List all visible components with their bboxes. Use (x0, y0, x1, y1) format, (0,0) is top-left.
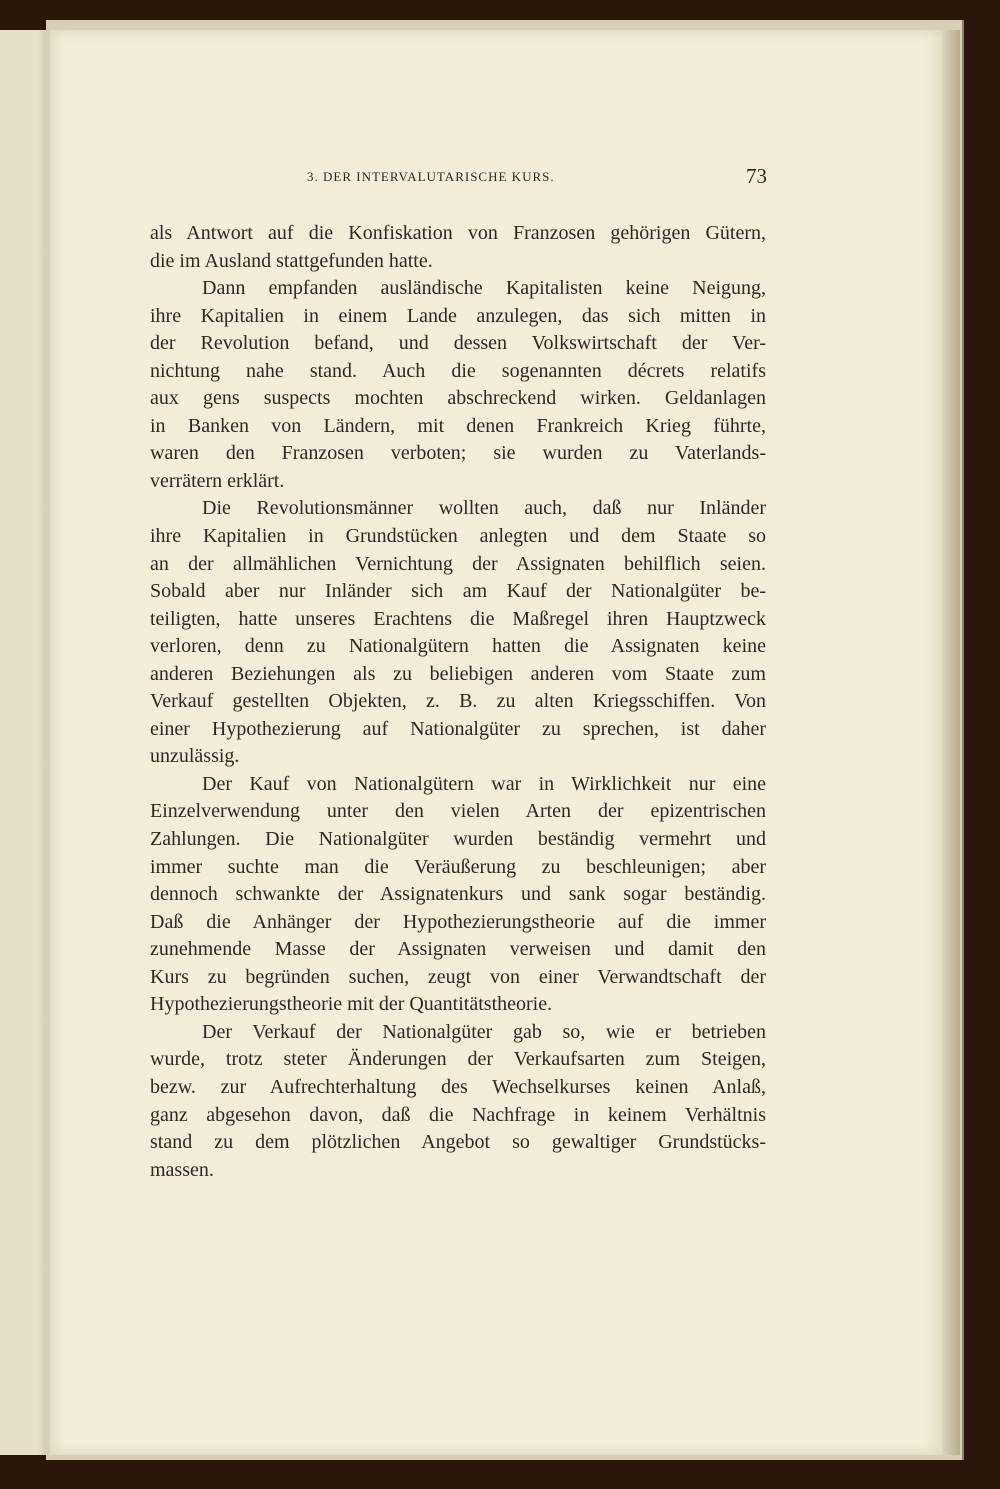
text-line: Zahlungen. Die Nationalgüter wurden beständig vermehrt und (150, 828, 766, 851)
text-line: an der allmählichen Vernichtung der Assignaten behilflich seien. (150, 552, 766, 575)
page-edge (942, 30, 960, 1455)
text-line: Der Verkauf der Nationalgüter gab so, wie er betrieben (202, 1020, 766, 1043)
text-line: ihre Kapitalien in Grundstücken anlegten und dem Staate so (150, 525, 766, 548)
text-line: Hypothezierungstheorie mit der Quantitätstheorie. (150, 993, 553, 1016)
text-line: stand zu dem plötzlichen Angebot so gewaltiger Grundstücks- (150, 1131, 766, 1154)
text-line: Die Revolutionsmänner wollten auch, daß nur Inländer (202, 497, 766, 520)
text-line: ganz abgesehon davon, daß die Nachfrage in keinem Verhältnis (150, 1103, 766, 1126)
text-line: bezw. zur Aufrechterhaltung des Wechselkurses keinen Anlaß, (150, 1075, 766, 1098)
text-line: zunehmende Masse der Assignaten verweisen und damit den (150, 938, 766, 961)
text-line: in Banken von Ländern, mit denen Frankreich Krieg führte, (150, 414, 766, 437)
text-line: waren den Franzosen verboten; sie wurden zu Vaterlands- (150, 442, 766, 465)
chapter-title: 3. DER INTERVALUTARISCHE KURS. (307, 169, 555, 184)
text-line: teiligten, hatte unseres Erachtens die Maßregel ihren Hauptzweck (150, 607, 766, 630)
text-line: Daß die Anhänger der Hypothezierungstheorie auf die immer (150, 910, 766, 933)
text-line: Dann empfanden ausländische Kapitalisten keine Neigung, (202, 277, 766, 300)
text-line: einer Hypothezierung auf Nationalgüter zu sprechen, ist daher (150, 717, 766, 740)
text-line: ihre Kapitalien in einem Lande anzulegen, das sich mitten in (150, 304, 766, 327)
text-line: Einzelverwendung unter den vielen Arten der epizentrischen (150, 800, 766, 823)
text-line: unzulässig. (150, 745, 240, 768)
text-line: verloren, denn zu Nationalgütern hatten die Assignaten keine (150, 635, 766, 658)
text-line: Der Kauf von Nationalgütern war in Wirklichkeit nur eine (202, 772, 766, 795)
text-line: verrätern erklärt. (150, 469, 285, 492)
text-line: die im Ausland stattgefunden hatte. (150, 249, 433, 272)
text-line: wurde, trotz steter Änderungen der Verkaufsarten zum Steigen, (150, 1048, 766, 1071)
text-line: aux gens suspects mochten abschreckend wirken. Geldanlagen (150, 387, 766, 410)
text-line: Verkauf gestellten Objekten, z. B. zu alten Kriegsschiffen. Von (150, 690, 766, 713)
page-number: 73 (746, 164, 767, 188)
text-line: anderen Beziehungen als zu beliebigen anderen vom Staate zum (150, 662, 766, 685)
text-line: Sobald aber nur Inländer sich am Kauf der Nationalgüter be- (150, 580, 766, 603)
text-line: als Antwort auf die Konfiskation von Franzosen gehörigen Gütern, (150, 222, 766, 244)
running-header (307, 166, 767, 188)
text-line: dennoch schwankte der Assignatenkurs und sank sogar beständig. (150, 883, 766, 906)
text-line: nichtung nahe stand. Auch die sogenannten décrets relatifs (150, 359, 766, 382)
text-line: Kurs zu begründen suchen, zeugt von einer Verwandtschaft der (150, 965, 766, 988)
text-line: immer suchte man die Veräußerung zu beschleunigen; aber (150, 855, 766, 878)
text-line: massen. (150, 1158, 214, 1181)
body-text (150, 220, 766, 1184)
text-line: der Revolution befand, und dessen Volkswirtschaft der Ver- (150, 332, 766, 355)
